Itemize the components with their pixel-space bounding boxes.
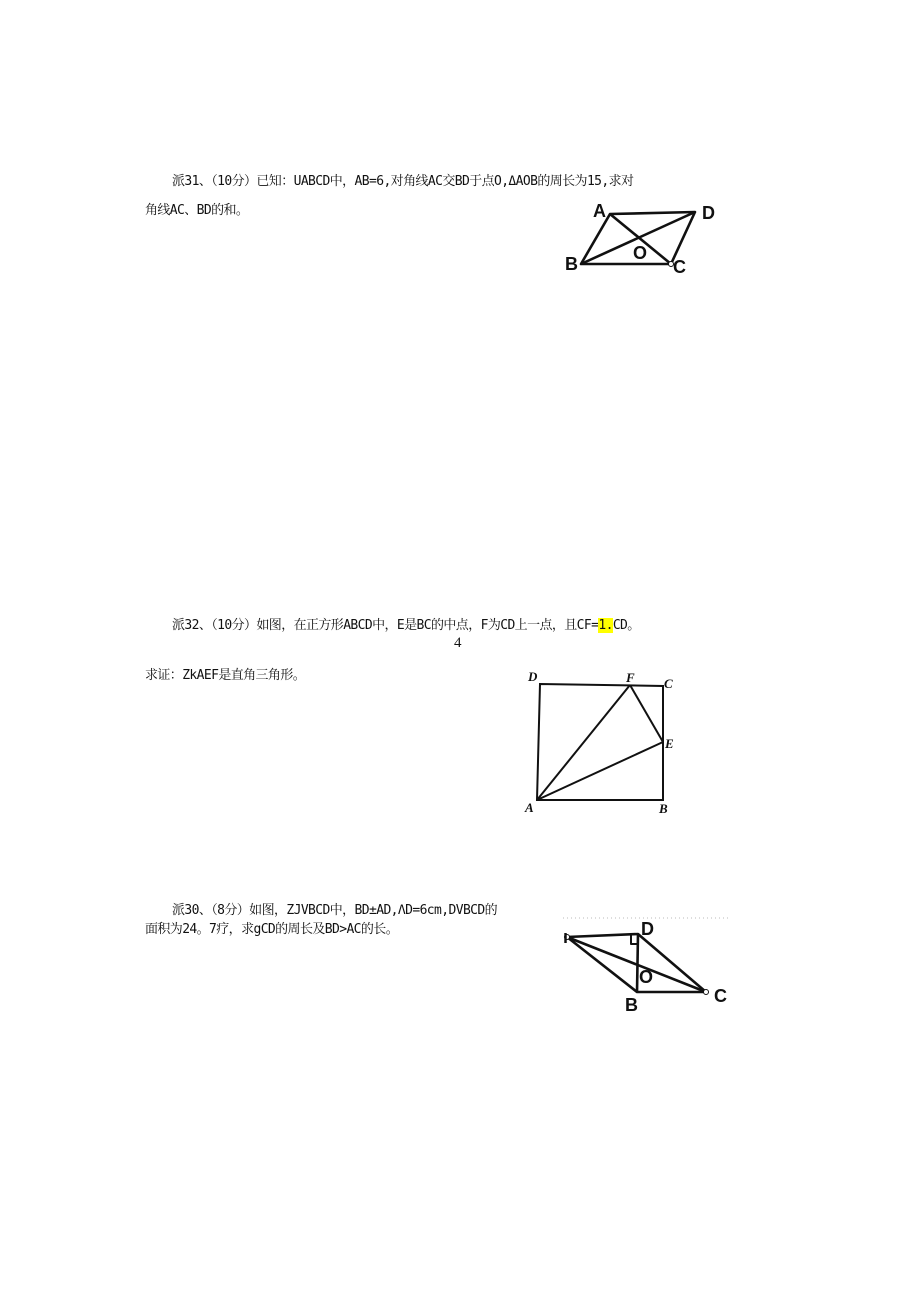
figure-square-abcd [520,668,680,820]
vertex-label-e: E [665,736,674,751]
vertex-label-a: A [525,800,534,815]
vertex-label-f: F [626,670,635,685]
vertex-label-b: B [565,254,578,274]
problem-32-text-post: CD。 [612,618,640,633]
problem-32-line-2: 求证：ZkAEF是直角三角形。 [145,668,306,683]
problem-31-line-2: 角线AC、BD的和。 [145,203,249,218]
problem-32-text-pre: 派32、（10分）如图，在正方形ABCD中，E是BC的中点，F为CD上一点，且CF= [172,618,599,633]
vertex-label-a: A [593,201,606,221]
vertex-label-c: C [664,676,673,691]
problem-31-line-1: 派31、（10分）已知：UABCD中，AB=6,对角线AC交BD于点O,ΔAOB的周长为15,求对 [172,174,634,189]
vertex-label-d: D [528,669,538,684]
problem-32-line-1 [172,617,640,635]
problem-30-line-2: 面积为24。7疗，求gCD的周长及BD>AC的长。 [145,922,399,937]
vertex-label-a: ı [563,927,569,947]
figure-parallelogram-with-altitude [563,912,733,1016]
highlighted-fraction-numerator: 1. [598,618,613,633]
vertex-label-b: B [625,995,638,1015]
vertex-label-o: O [633,243,648,263]
figure-parallelogram-abcd [560,198,730,278]
fraction-denominator: 4 [454,635,462,651]
vertex-label-o: O [639,967,654,987]
vertex-label-d: D [641,919,654,939]
vertex-label-c: C [714,986,727,1006]
vertex-label-b: B [659,801,668,816]
vertex-label-d: D [702,203,715,223]
problem-30-line-1: 派30、（8分）如图，ZJVBCD中，BD±AD,ΛD=6cm,DVBCD的 [172,903,498,918]
vertex-label-c: C [673,257,686,277]
